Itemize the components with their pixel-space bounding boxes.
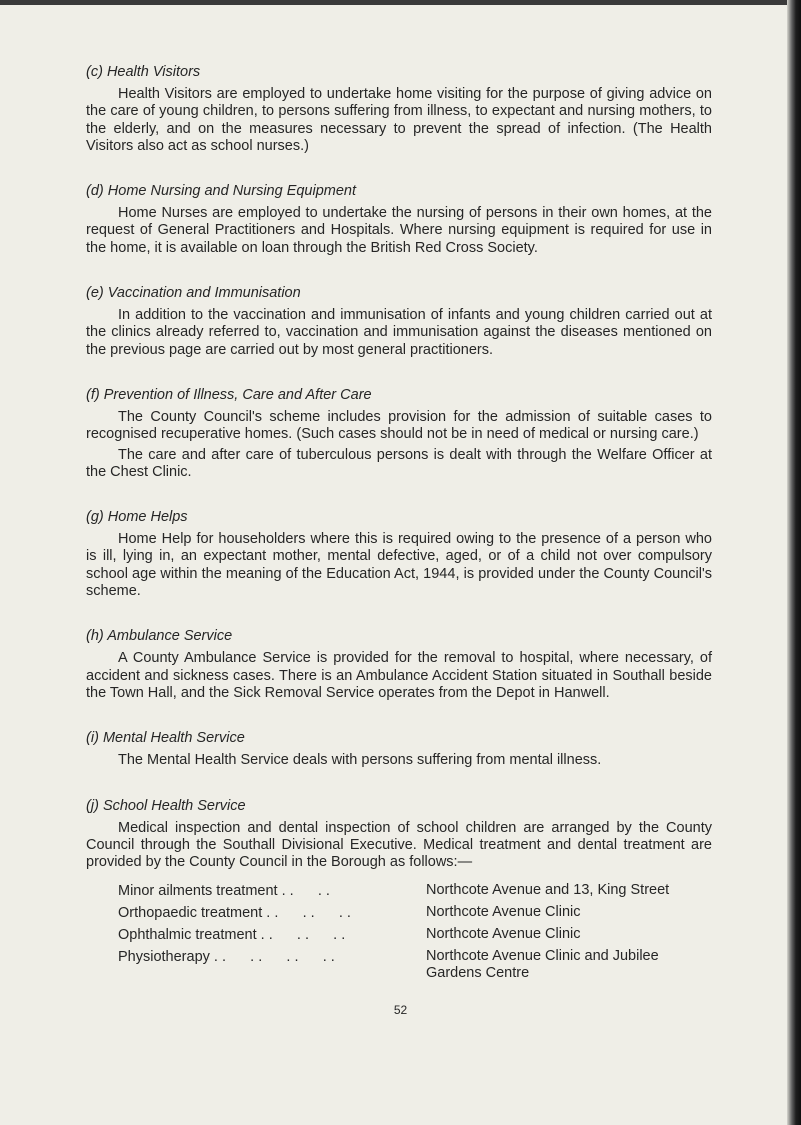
dot-leader: . . . . . . [256,927,346,944]
section-heading: (e) Vaccination and Immunisation [86,285,301,302]
treatment-location: Northcote Avenue and 13, King Street [426,882,670,899]
section-letter: f [90,386,95,403]
treatment-cell [118,924,426,946]
treatment-cell [118,880,426,902]
treatment-row [118,924,712,946]
scan-top-edge [0,0,801,5]
section-heading: (f) Prevention of Illness, Care and After Care [86,386,372,403]
treatment-location: Northcote Avenue Clinic [426,926,581,943]
section-title: Home Helps [107,509,188,526]
section-paragraph: Health Visitors are employed to undertake home visiting for the purpose of giving advice on the care of young children, to persons suffering from illness, to expectant and nursing mothers, to the elderly, and on the measures necessary to prevent the spread of infection. (The Health Visitors also act as school nurses.) [86,86,712,154]
section-home-nursing [86,181,712,257]
page-number: 52 [393,1003,408,1017]
section-letter: d [90,183,99,200]
section-title: School Health Service [102,797,246,814]
dot-leader: . . . . . . . . [209,949,335,966]
section-home-helps [86,507,712,600]
section-paragraph: In addition to the vaccination and immunisation of infants and young children carried out at the clinics already referred to, vaccination and immunisation against the diseases mentioned on the previous page are carried out by most general practitioners. [86,307,712,358]
section-vaccination [86,283,712,359]
section-letter: c [90,64,99,80]
section-heading: (i) Mental Health Service [86,730,245,747]
treatment-row [118,902,712,924]
dot-leader: . . . . [277,883,330,900]
section-title: Health Visitors [106,64,201,80]
section-letter: h [90,628,99,645]
section-title: Mental Health Service [102,730,245,747]
treatment-cell [118,946,426,982]
section-letter: j [90,797,95,814]
section-heading: (c) Health Visitors [86,64,201,80]
dot-leader: . . . . . . [262,905,351,922]
treatment-row [118,880,712,902]
section-mental-health [86,728,712,769]
treatment-name: Minor ailments treatment [118,883,278,900]
section-title: Ambulance Service [107,628,233,645]
section-title: Prevention of Illness, Care and After Care [103,386,372,403]
section-paragraph: Medical inspection and dental inspection of school children are arranged by the County Council through the Southall Divisional Executive. Medical treatment and dental treatment are provided by the County Council in the Borough as follows:— [86,819,712,871]
treatment-location: Northcote Avenue Clinic [426,904,581,921]
treatment-cell [118,902,426,924]
section-letter: e [90,285,99,302]
treatment-name: Ophthalmic treatment [118,927,257,944]
section-paragraph: The County Council's scheme includes provision for the admission of suitable cases to recognised recuperative homes. (Such cases should not be in need of medical or nursing care.) [86,408,712,443]
section-letter: g [90,509,99,526]
treatment-name: Orthopaedic treatment [118,905,263,922]
section-paragraph: A County Ambulance Service is provided for the removal to hospital, where necessary, of accident and sickness cases. There is an Ambulance Accident Station situated in Southall beside the Town Hall, and the Sick Removal Service operates from the Depot in Hanwell. [86,650,712,701]
section-letter: i [90,730,95,747]
section-title: Home Nursing and Nursing Equipment [107,183,357,200]
section-title: Vaccination and Immunisation [107,285,301,302]
section-paragraph: The Mental Health Service deals with persons suffering from mental illness. [118,752,602,769]
treatment-location: Northcote Avenue Clinic and Jubilee Gardens Centre [426,948,659,982]
treatment-name: Physiotherapy [118,949,210,966]
treatment-row [118,946,712,982]
section-prevention-care [86,385,712,481]
page-content [86,62,712,982]
treatment-table [118,880,712,982]
section-heading: (j) School Health Service [86,797,246,814]
section-paragraph: Home Help for householders where this is required owing to the presence of a person who is ill, lying in, an expectant mother, mental defective, aged, or of a child not over compulsory school age within the meaning of the Education Act, 1944, is provided under the County Council's scheme. [86,531,712,600]
section-paragraph: The care and after care of tuberculous persons is dealt with through the Welfare Officer at the Chest Clinic. [86,446,712,480]
section-paragraph: Home Nurses are employed to undertake the nursing of persons in their own homes, at the request of General Practitioners and Hospitals. Where nursing equipment is required for use in the home, it is available on loan through the British Red Cross Society. [86,205,712,256]
section-heading: (g) Home Helps [86,509,188,526]
section-heading: (d) Home Nursing and Nursing Equipment [86,183,357,200]
section-ambulance [86,626,712,702]
section-health-visitors [86,62,712,155]
section-school-health [86,796,712,983]
section-heading: (h) Ambulance Service [86,628,233,645]
scan-right-edge [787,0,801,1125]
